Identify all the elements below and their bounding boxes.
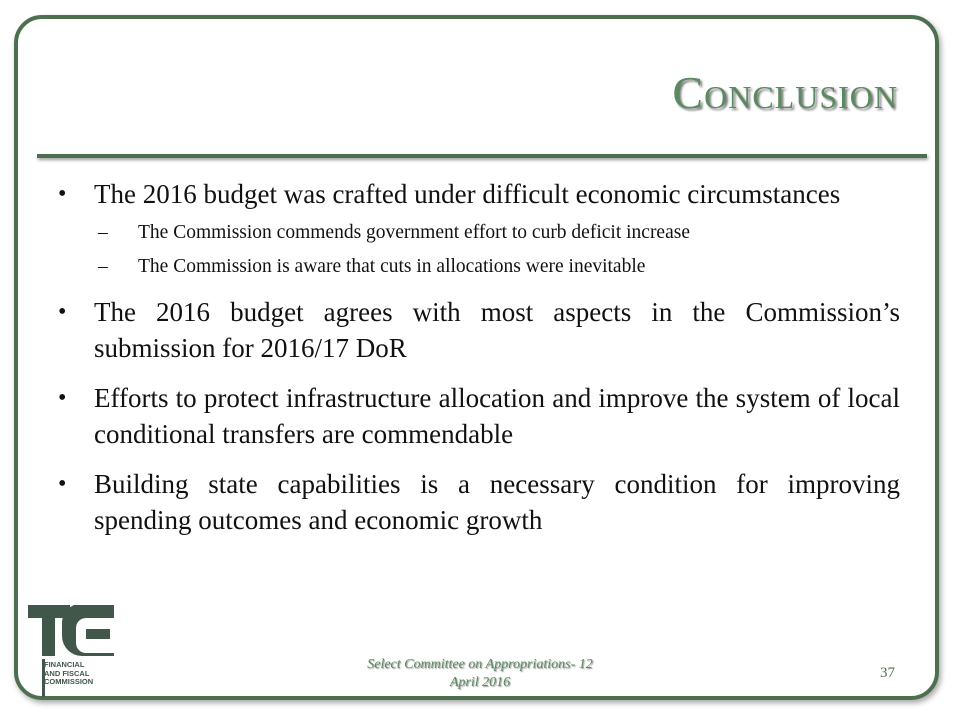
title-divider [37, 154, 927, 158]
page-number: 37 [880, 665, 895, 681]
footer-line-2: April 2016 [449, 675, 511, 690]
bullet-item [58, 466, 900, 538]
sub-bullet-item [58, 220, 900, 246]
logo-text [44, 661, 93, 687]
bullet-glyph: • [58, 385, 67, 411]
footer-caption [330, 656, 630, 692]
bullet-list [58, 176, 900, 538]
title-initial: C [672, 67, 705, 118]
bullet-text: The 2016 budget agrees with most aspects in the Commission’s submission for 2016/17 DoR [94, 297, 900, 363]
logo-mark-t-stem [42, 618, 55, 656]
sub-bullet-text: The Commission commends government effort to curb deficit increase [138, 222, 690, 243]
bullet-item [58, 380, 900, 452]
bullet-text: Building state capabilities is a necessary condition for improving spending outcomes and economic growth [94, 469, 900, 535]
bullet-text: The 2016 budget was crafted under difficult economic circumstances [94, 179, 841, 209]
logo-line-2: AND FISCAL [44, 668, 90, 678]
bullet-item [58, 176, 900, 212]
sub-bullet-glyph: – [98, 256, 108, 277]
bullet-glyph: • [58, 299, 67, 325]
sub-bullet-item [58, 254, 900, 280]
title-rest: onclusion [704, 67, 898, 118]
footer-line-1: Select Committee on Appropriations- 12 [367, 657, 593, 672]
logo-line-1: FINANCIAL [44, 660, 85, 669]
bullet-glyph: • [58, 471, 67, 497]
bullet-text: Efforts to protect infrastructure allocation and improve the system of local conditional transfers are commendable [94, 383, 900, 449]
logo-line-3: COMMISSION [44, 677, 94, 686]
bullet-glyph: • [58, 181, 67, 207]
sub-bullet-text: The Commission is aware that cuts in allocations were inevitable [138, 256, 646, 277]
bullet-item [58, 294, 900, 366]
logo-mark-f-bar [86, 629, 110, 639]
sub-bullet-glyph: – [98, 222, 108, 243]
slide-title [672, 66, 898, 119]
